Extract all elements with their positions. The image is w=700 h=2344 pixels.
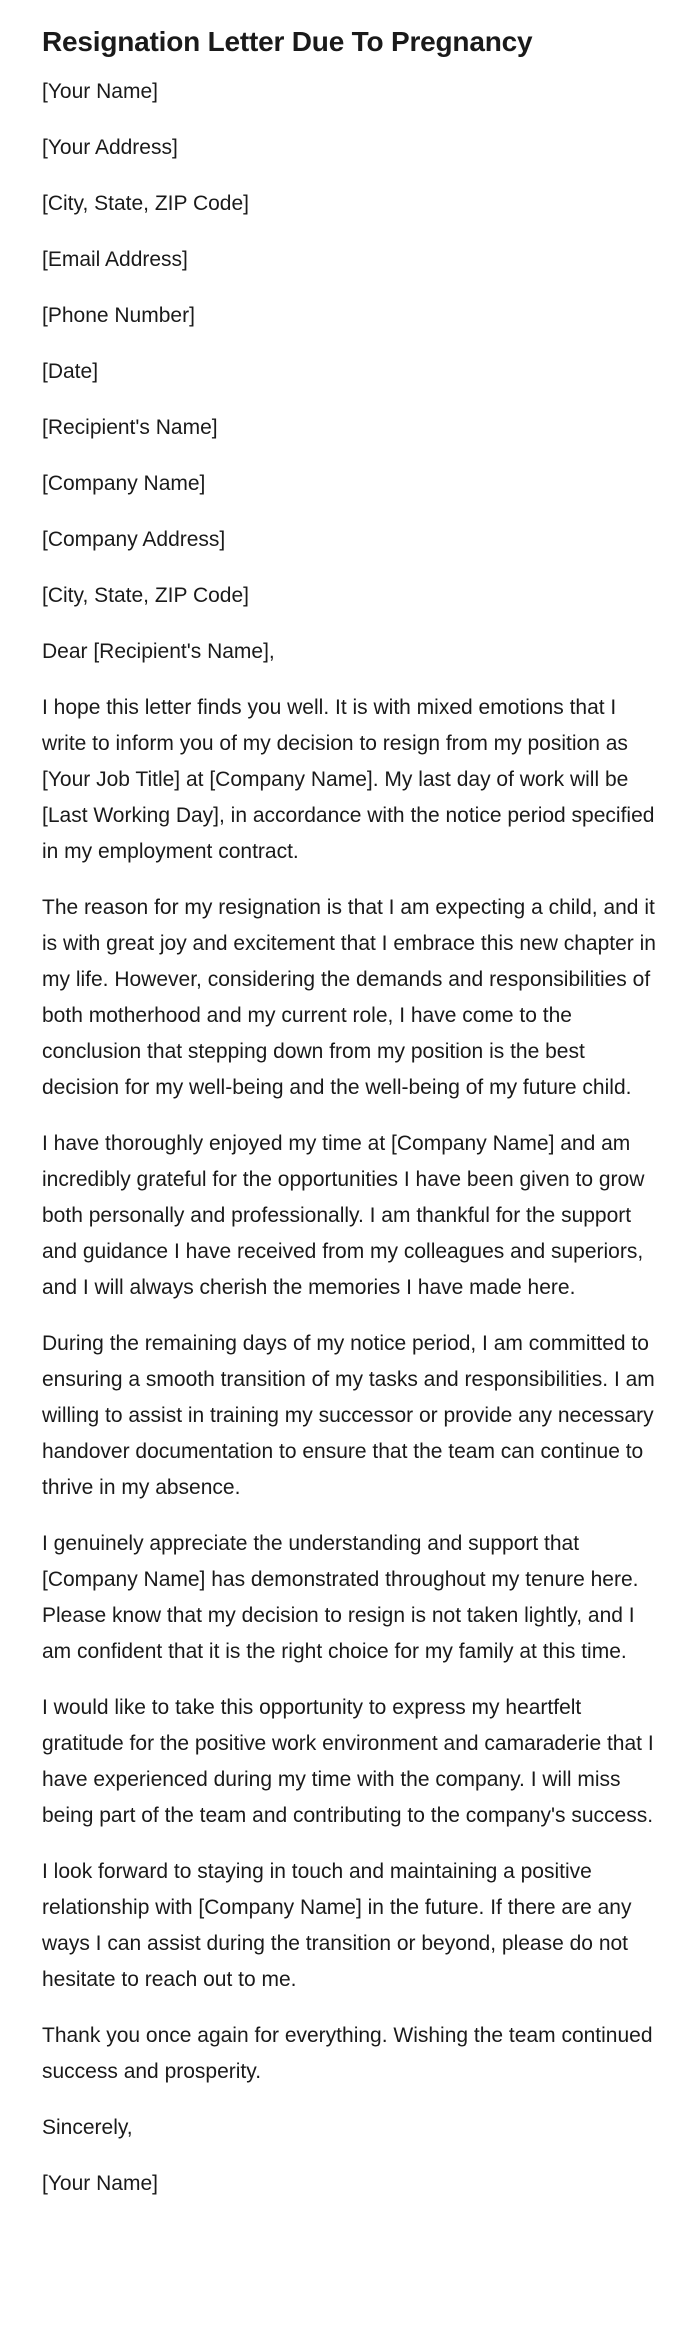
sender-phone: [Phone Number] (42, 304, 195, 327)
recipient-company: [Company Name] (42, 472, 206, 495)
body-paragraph-2: The reason for my resignation is that I am expecting a child, and it is with great joy and excitement that I embrace this new chapter in my life. However, considering the demands and responsibilities of both motherhood and my current role, I have come to the conclusion that stepping down from my position is the best decision for my well-being and the well-being of my future child. (42, 896, 656, 1099)
letter-date: [Date] (42, 360, 99, 383)
page-title: Resignation Letter Due To Pregnancy (42, 26, 533, 57)
body-paragraph-8: Thank you once again for everything. Wishing the team continued success and prosperity. (42, 2024, 653, 2083)
body-paragraph-7: I look forward to staying in touch and maintaining a positive relationship with [Company Name] in the future. If there are any ways I can assist during the transition or beyond, please do not hesitate to reach out to me. (42, 1860, 632, 1991)
body-paragraph-3: I have thoroughly enjoyed my time at [Company Name] and am incredibly grateful for the opportunities I have been given to grow both personally and professionally. I am thankful for the support and guidance I have received from my colleagues and superiors, and I will always cherish the memories I have made here. (42, 1132, 645, 1299)
body-paragraph-1: I hope this letter finds you well. It is with mixed emotions that I write to inform you of my decision to resign from my position as [Your Job Title] at [Company Name]. My last day of work will be [Last Working Day], in accordance with the notice period specified in my employment contract. (42, 696, 655, 863)
recipient-address: [Company Address] (42, 528, 226, 551)
body-paragraph-4: During the remaining days of my notice period, I am committed to ensuring a smooth transition of my tasks and responsibilities. I am willing to assist in training my successor or provide any necessary handover documentation to ensure that the team can continue to thrive in my absence. (42, 1332, 655, 1499)
sender-city-state-zip: [City, State, ZIP Code] (42, 192, 249, 215)
sender-address: [Your Address] (42, 136, 178, 159)
salutation: Dear [Recipient's Name], (42, 640, 275, 663)
body-paragraph-6: I would like to take this opportunity to express my heartfelt gratitude for the positive work environment and camaraderie that I have experienced during my time with the company. I will miss being part of the team and contributing to the company's success. (42, 1696, 654, 1827)
recipient-city-state-zip: [City, State, ZIP Code] (42, 584, 249, 607)
body-paragraph-5: I genuinely appreciate the understanding and support that [Company Name] has demonstrated throughout my tenure here. Please know that my decision to resign is not taken lightly, and I am confident that it is the right choice for my family at this time. (42, 1532, 639, 1663)
closing: Sincerely, (42, 2116, 133, 2139)
recipient-name: [Recipient's Name] (42, 416, 218, 439)
signature-name: [Your Name] (42, 2172, 158, 2195)
sender-email: [Email Address] (42, 248, 188, 271)
sender-name: [Your Name] (42, 80, 158, 103)
